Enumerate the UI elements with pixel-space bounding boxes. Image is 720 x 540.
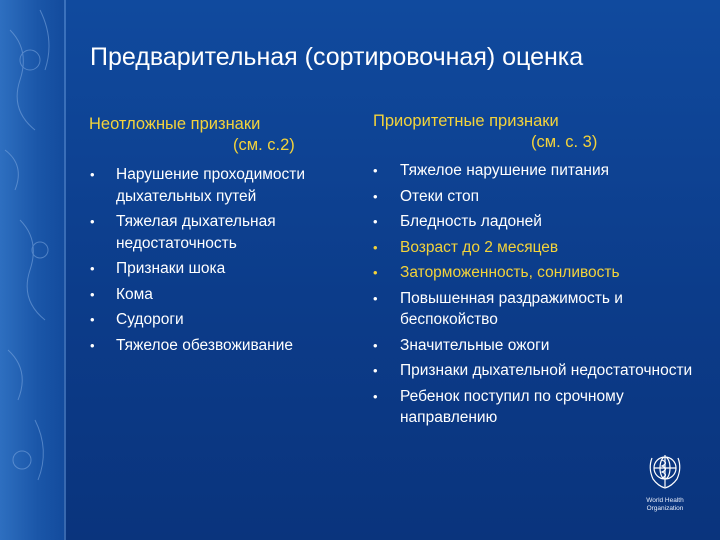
- bullet-icon: •: [90, 214, 95, 229]
- list-item: • Нарушение проходимости дыхательных путей: [90, 166, 306, 205]
- bullet-icon: •: [373, 388, 378, 404]
- list-item: • Тяжелое обезвоживание: [90, 335, 350, 357]
- list-item: • Ребенок поступил по срочному направлению: [373, 387, 624, 426]
- bullet-icon: •: [90, 167, 95, 182]
- who-logo-line2: Organization: [646, 504, 684, 512]
- left-decorative-strip: [0, 0, 64, 540]
- bullet-icon: •: [373, 290, 378, 306]
- bullet-icon: •: [90, 261, 95, 276]
- right-column-heading: [373, 111, 703, 153]
- list-item: • Повышенная раздражимость и беспокойство: [373, 289, 623, 328]
- who-logo: [640, 452, 690, 514]
- list-item: • Возраст до 2 месяцев: [373, 237, 693, 259]
- right-heading-line1: Приоритетные признаки: [373, 112, 559, 130]
- right-list: [373, 160, 693, 433]
- bullet-icon: •: [90, 337, 95, 353]
- bullet-icon: •: [373, 363, 378, 378]
- right-heading-line2: (см. с. 3): [531, 133, 598, 151]
- left-heading-line2: (см. с.2): [233, 136, 295, 154]
- bullet-icon: •: [373, 188, 378, 204]
- list-item: • Кома: [90, 284, 350, 306]
- bullet-icon: •: [373, 163, 378, 178]
- bullet-icon: •: [373, 214, 378, 229]
- strip-divider: [64, 0, 66, 540]
- bullet-icon: •: [373, 265, 378, 280]
- left-list: [90, 164, 350, 360]
- list-item: • Значительные ожоги: [373, 335, 693, 357]
- list-item: • Тяжелая дыхательная недостаточность: [90, 213, 276, 252]
- left-column-heading: [89, 114, 339, 156]
- bullet-icon: •: [90, 312, 95, 327]
- who-emblem-icon: [647, 452, 683, 492]
- list-item: • Отеки стоп: [373, 186, 693, 208]
- floral-pattern-icon: [0, 0, 64, 540]
- list-item: • Признаки шока: [90, 258, 350, 280]
- bullet-icon: •: [373, 239, 378, 255]
- list-item: • Признаки дыхательной недостаточности: [373, 360, 693, 382]
- who-logo-line1: World Health: [646, 497, 684, 504]
- slide-title: Предварительная (сортировочная) оценка: [90, 43, 584, 71]
- bullet-icon: •: [90, 286, 95, 302]
- bullet-icon: •: [373, 337, 378, 353]
- list-item: • Тяжелое нарушение питания: [373, 160, 693, 182]
- left-heading-line1: Неотложные признаки: [89, 115, 261, 133]
- list-item: • Судороги: [90, 309, 350, 331]
- list-item: • Заторможенность, сонливость: [373, 262, 693, 284]
- list-item: • Бледность ладоней: [373, 211, 693, 233]
